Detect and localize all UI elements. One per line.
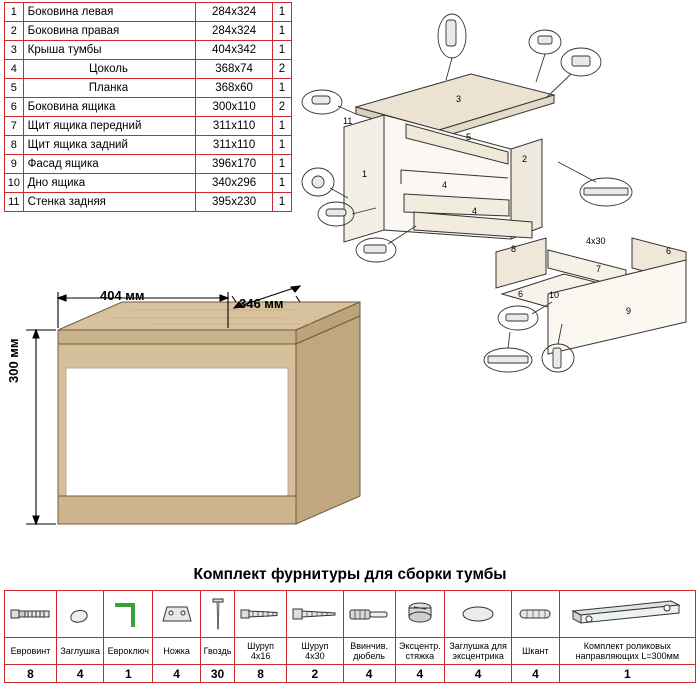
drawer-slide-icon bbox=[567, 597, 687, 631]
hardware-name-line2: стяжка bbox=[405, 651, 435, 661]
part-name: Щит ящика передний bbox=[23, 117, 196, 136]
table-row bbox=[5, 3, 292, 22]
hardware-name-cam-cap bbox=[445, 638, 512, 665]
part-size: 395х230 bbox=[196, 193, 273, 212]
part-name: Боковина правая bbox=[23, 22, 196, 41]
table-row bbox=[5, 155, 292, 174]
table-row bbox=[5, 79, 292, 98]
hardware-cell-cam-lock bbox=[395, 591, 444, 638]
hardware-name-line1: Шуруп bbox=[247, 641, 275, 651]
part-qty: 2 bbox=[272, 98, 291, 117]
part-number: 11 bbox=[5, 193, 24, 212]
hardware-name-cap bbox=[57, 638, 104, 665]
allen-key-icon bbox=[113, 599, 143, 629]
hardware-name-line1: Комплект роликовых bbox=[583, 641, 671, 651]
hardware-name-screw-4x16 bbox=[235, 638, 287, 665]
hardware-cell-allen-key bbox=[104, 591, 153, 638]
part-size: 311х110 bbox=[196, 136, 273, 155]
hardware-names-row bbox=[5, 638, 696, 665]
callout-2: 2 bbox=[522, 154, 528, 164]
hardware-cell-cam-cap bbox=[445, 591, 512, 638]
table-row bbox=[5, 60, 292, 79]
part-name: Крыша тумбы bbox=[23, 41, 196, 60]
part-qty: 1 bbox=[272, 41, 291, 60]
parts-table-body bbox=[5, 3, 292, 212]
hardware-count-allen-key: 1 bbox=[104, 665, 153, 683]
hardware-count-dowel: 4 bbox=[512, 665, 560, 683]
part-size: 300х110 bbox=[196, 98, 273, 117]
hardware-name-line2: дюбель bbox=[353, 651, 385, 661]
screw-4x30-icon bbox=[291, 605, 339, 623]
callout-4b: 4 bbox=[472, 206, 478, 216]
hardware-count-cap: 4 bbox=[57, 665, 104, 683]
part-size: 396х170 bbox=[196, 155, 273, 174]
table-row bbox=[5, 98, 292, 117]
hardware-name-foot bbox=[153, 638, 201, 665]
hardware-count-cam-lock: 4 bbox=[395, 665, 444, 683]
part-name: Дно ящика bbox=[23, 174, 196, 193]
cam-lock-icon bbox=[405, 600, 435, 628]
foot-icon bbox=[157, 601, 197, 627]
hardware-name-line1: Ввинчив. bbox=[350, 641, 388, 651]
part-number: 7 bbox=[5, 117, 24, 136]
part-size: 368х60 bbox=[196, 79, 273, 98]
hardware-name-line2: 4х16 bbox=[250, 651, 271, 661]
hardware-name-line1: Евровинт bbox=[10, 646, 51, 656]
table-row bbox=[5, 117, 292, 136]
callout-8: 8 bbox=[511, 244, 517, 254]
hardware-name-dowel bbox=[512, 638, 560, 665]
hardware-kit-title: Комплект фурнитуры для сборки тумбы bbox=[193, 566, 507, 583]
cam-cap-icon bbox=[460, 604, 496, 624]
hardware-count-euro-screw: 8 bbox=[5, 665, 57, 683]
callout-11: 11 bbox=[343, 116, 353, 126]
hardware-name-euro-screw bbox=[5, 638, 57, 665]
part-size: 311х110 bbox=[196, 117, 273, 136]
part-name: Боковина левая bbox=[23, 3, 196, 22]
table-row bbox=[5, 193, 292, 212]
callout-1: 1 bbox=[362, 169, 368, 179]
hardware-cell-cap bbox=[57, 591, 104, 638]
hardware-cell-screw-in-dowel bbox=[343, 591, 395, 638]
hardware-kit-body bbox=[5, 591, 696, 683]
screw-in-dowel-icon bbox=[347, 605, 391, 623]
callout-6: 6 bbox=[518, 289, 524, 299]
part-number: 1 bbox=[5, 3, 24, 22]
cap-icon bbox=[65, 603, 95, 625]
table-row bbox=[5, 136, 292, 155]
table-row bbox=[5, 41, 292, 60]
part-name: Цоколь bbox=[23, 60, 196, 79]
part-qty: 1 bbox=[272, 22, 291, 41]
part-qty: 1 bbox=[272, 136, 291, 155]
callout-5: 5 bbox=[466, 132, 472, 142]
part-qty: 1 bbox=[272, 193, 291, 212]
part-number: 9 bbox=[5, 155, 24, 174]
hardware-icons-row bbox=[5, 591, 696, 638]
callout-6b: 6 bbox=[666, 246, 672, 256]
hardware-count-drawer-slide: 1 bbox=[559, 665, 695, 683]
hardware-count-foot: 4 bbox=[153, 665, 201, 683]
part-number: 6 bbox=[5, 98, 24, 117]
hardware-cell-dowel bbox=[512, 591, 560, 638]
part-name: Стенка задняя bbox=[23, 193, 196, 212]
hardware-name-line1: Заглушка для bbox=[449, 641, 507, 651]
hardware-name-line1: Еврoключ bbox=[107, 646, 149, 656]
dowel-icon bbox=[515, 606, 555, 622]
hardware-cell-nail bbox=[200, 591, 234, 638]
part-size: 368х74 bbox=[196, 60, 273, 79]
hardware-name-screw-4x30 bbox=[287, 638, 343, 665]
part-number: 4 bbox=[5, 60, 24, 79]
hardware-cell-foot bbox=[153, 591, 201, 638]
hardware-name-line2: 4х30 bbox=[305, 651, 325, 661]
part-number: 5 bbox=[5, 79, 24, 98]
part-number: 2 bbox=[5, 22, 24, 41]
part-size: 340х296 bbox=[196, 174, 273, 193]
hardware-name-line1: Ножка bbox=[163, 646, 190, 656]
part-number: 8 bbox=[5, 136, 24, 155]
hardware-count-cam-cap: 4 bbox=[445, 665, 512, 683]
part-number: 3 bbox=[5, 41, 24, 60]
table-row bbox=[5, 22, 292, 41]
hardware-cell-screw-4x16 bbox=[235, 591, 287, 638]
part-size: 404х342 bbox=[196, 41, 273, 60]
dimension-depth-label: 346 мм bbox=[239, 296, 284, 311]
part-qty: 1 bbox=[272, 155, 291, 174]
part-qty: 1 bbox=[272, 174, 291, 193]
callout-3: 3 bbox=[456, 94, 462, 104]
callout-7: 7 bbox=[596, 264, 602, 274]
hardware-counts-row bbox=[5, 665, 696, 683]
part-qty: 1 bbox=[272, 3, 291, 22]
hardware-count-screw-4x16: 8 bbox=[235, 665, 287, 683]
part-size: 284х324 bbox=[196, 3, 273, 22]
hardware-name-line1: Эксцентр. bbox=[399, 641, 441, 651]
hardware-name-line1: Заглушка bbox=[60, 646, 100, 656]
hardware-count-screw-in-dowel: 4 bbox=[343, 665, 395, 683]
part-name: Планка bbox=[23, 79, 196, 98]
part-number: 10 bbox=[5, 174, 24, 193]
table-row bbox=[5, 174, 292, 193]
nail-icon bbox=[211, 597, 225, 631]
callout-4: 4 bbox=[442, 180, 448, 190]
hardware-cell-screw-4x30 bbox=[287, 591, 343, 638]
hardware-name-nail bbox=[200, 638, 234, 665]
hardware-name-screw-in-dowel bbox=[343, 638, 395, 665]
hardware-name-cam-lock bbox=[395, 638, 444, 665]
hardware-name-line1: Шуруп bbox=[301, 641, 329, 651]
hardware-name-line1: Шкант bbox=[522, 646, 549, 656]
hardware-cell-euro-screw bbox=[5, 591, 57, 638]
callout-4x30: 4x30 bbox=[586, 236, 606, 246]
dimension-height-label: 300 мм bbox=[6, 338, 21, 383]
hardware-cell-drawer-slide bbox=[559, 591, 695, 638]
part-qty: 1 bbox=[272, 117, 291, 136]
hardware-name-allen-key bbox=[104, 638, 153, 665]
hardware-kit-table bbox=[4, 590, 696, 683]
hardware-name-line2: эксцентрика bbox=[452, 651, 504, 661]
hardware-count-nail: 30 bbox=[200, 665, 234, 683]
euro-screw-icon bbox=[9, 604, 53, 624]
hardware-name-line2: направляющих L=300мм bbox=[575, 651, 680, 661]
callout-9: 9 bbox=[626, 306, 632, 316]
dimension-width-label: 404 мм bbox=[100, 288, 145, 303]
part-name: Боковина ящика bbox=[23, 98, 196, 117]
callout-10: 10 bbox=[549, 290, 560, 300]
parts-table bbox=[4, 2, 292, 212]
part-name: Фасад ящика bbox=[23, 155, 196, 174]
part-qty: 2 bbox=[272, 60, 291, 79]
part-name: Щит ящика задний bbox=[23, 136, 196, 155]
part-qty: 1 bbox=[272, 79, 291, 98]
hardware-name-line1: Гвоздь bbox=[203, 646, 232, 656]
screw-4x16-icon bbox=[239, 605, 283, 623]
hardware-name-drawer-slide bbox=[559, 638, 695, 665]
part-size: 284х324 bbox=[196, 22, 273, 41]
hardware-count-screw-4x30: 2 bbox=[287, 665, 343, 683]
dimensioned-product-view bbox=[0, 270, 380, 560]
